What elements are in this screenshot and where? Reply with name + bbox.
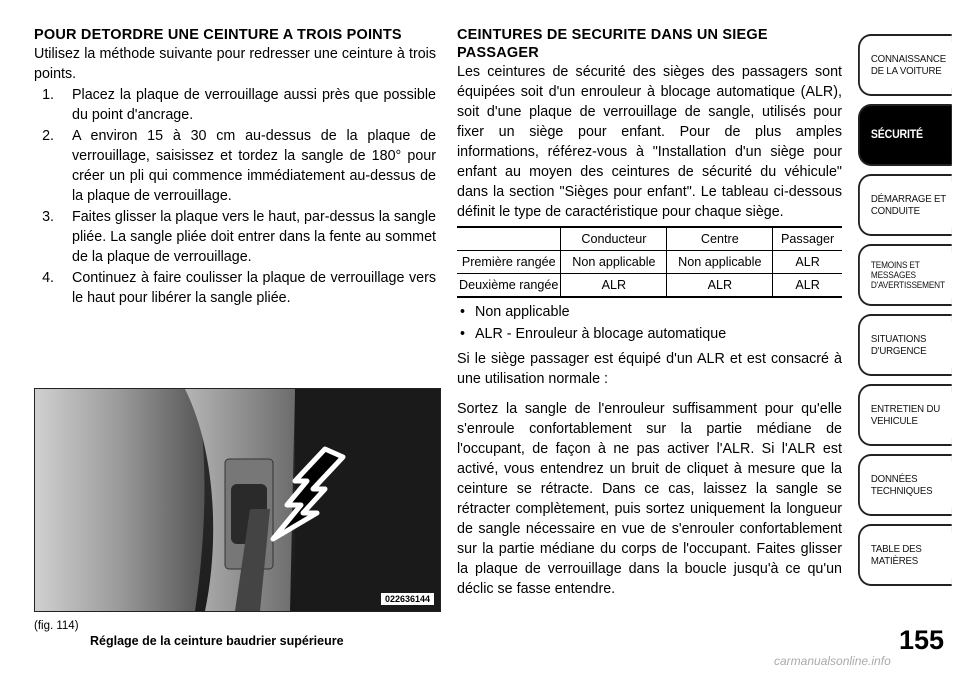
table-cell: ALR [773, 251, 842, 274]
seatbelt-figure [34, 388, 441, 612]
table-header-cell: Centre [667, 227, 773, 251]
legend-item: • Non applicable [457, 301, 842, 323]
table-row [457, 274, 842, 298]
step-item: 4. Continuez à faire coulisser la plaque de verrouillage vers le haut pour libérer la sangle pliée. [42, 270, 436, 306]
left-column [34, 26, 436, 308]
table-cell: ALR [667, 274, 773, 298]
seat-feature-table [457, 226, 842, 298]
chapter-tabs [858, 34, 960, 594]
step-item: 3. Faites glisser la plaque vers le haut, par-dessus la sangle pliée. La sangle pliée doit entrer dans la fente au sommet de la plaque de verrouillage. [42, 209, 436, 265]
table-cell: ALR [561, 274, 667, 298]
tab-demarrage[interactable]: DÉMARRAGE ET CONDUITE [858, 174, 952, 236]
alr-condition-paragraph: Si le siège passager est équipé d'un ALR et est consacré à une utilisation normale : [457, 351, 842, 387]
step-item: 1. Placez la plaque de verrouillage aussi près que possible du point d'ancrage. [42, 87, 436, 123]
table-cell: Non applicable [667, 251, 773, 274]
section-heading-untwist: POUR DETORDRE UNE CEINTURE A TROIS POINTS [34, 27, 402, 43]
watermark-text: carmanualsonline.info [774, 654, 891, 668]
tab-securite[interactable]: SÉCURITÉ [858, 104, 952, 166]
table-header-cell: Passager [773, 227, 842, 251]
steps-list [34, 85, 436, 308]
legend-item: • ALR - Enrouleur à blocage automatique [457, 323, 842, 345]
table-cell: Non applicable [561, 251, 667, 274]
table-cell: ALR [773, 274, 842, 298]
tab-temoins[interactable]: TEMOINS ET MESSAGES D'AVERTISSEMENT [858, 244, 952, 306]
figure-code: 022636144 [381, 593, 434, 605]
tab-situations[interactable]: SITUATIONS D'URGENCE [858, 314, 952, 376]
figure-caption: Réglage de la ceinture baudrier supérieure [90, 634, 344, 648]
tab-table[interactable]: TABLE DES MATIÈRES [858, 524, 952, 586]
figure-number: (fig. 114) [34, 620, 79, 632]
tab-donnees[interactable]: DONNÉES TECHNIQUES [858, 454, 952, 516]
alr-instructions-paragraph: Sortez la sangle de l'enrouleur suffisamment pour qu'elle s'enroule confortablement sur la partie médiane de l'occupant, de façon à ne pas activer l'ALR. Si l'ALR est activé, vous entendrez un bruit de cliquet à mesure que la ceinture se rétracte. Dans ce cas, laissez la sangle se rétracter complètement, puis sortez uniquement la longueur de sangle nécessaire en vue de s'enrouler confortablement sur la partie médiane du corps de l'occupant. Faites glisser la plaque de verrouillage dans la boucle jusqu'à ce qu'un déclic se fasse entendre. [457, 401, 842, 597]
table-row [457, 251, 842, 274]
table-header-cell: Conducteur [561, 227, 667, 251]
table-cell: Première rangée [457, 251, 561, 274]
passenger-intro-paragraph: Les ceintures de sécurité des sièges des passagers sont équipées soit d'un enrouleur à blocage automatique (ALR), soit d'une plaque de verrouillage de sangle, utilisés pour fixer un siège pour enfant. Pour de plus amples informations, référez-vous à "Installation d'un siège pour enfant au moyen des ceintures de sécurité du véhicule" dans la section "Sièges pour enfant". Le tableau ci-dessous définit le type de caractéristique pour chaque siège. [457, 64, 842, 220]
tab-entretien[interactable]: ENTRETIEN DU VEHICULE [858, 384, 952, 446]
table-header-cell [457, 227, 561, 251]
intro-paragraph: Utilisez la méthode suivante pour redresser une ceinture à trois points. [34, 46, 436, 82]
step-item: 2. A environ 15 à 30 cm au-dessus de la plaque de verrouillage, saisissez et tordez la sangle de 180° pour créer un pli qui commence immédiatement au-dessus de la plaque de verrouillage. [42, 128, 436, 204]
tab-connaissance[interactable]: CONNAISSANCE DE LA VOITURE [858, 34, 952, 96]
legend-list [457, 301, 842, 345]
right-column [457, 26, 842, 599]
table-header-row [457, 227, 842, 251]
table-cell: Deuxième rangée [457, 274, 561, 298]
page-number: 155 [898, 625, 944, 655]
seatbelt-adjuster-image [35, 389, 440, 611]
section-heading-passenger-belts: CEINTURES DE SECURITE DANS UN SIEGE PASSAGER [457, 27, 768, 61]
